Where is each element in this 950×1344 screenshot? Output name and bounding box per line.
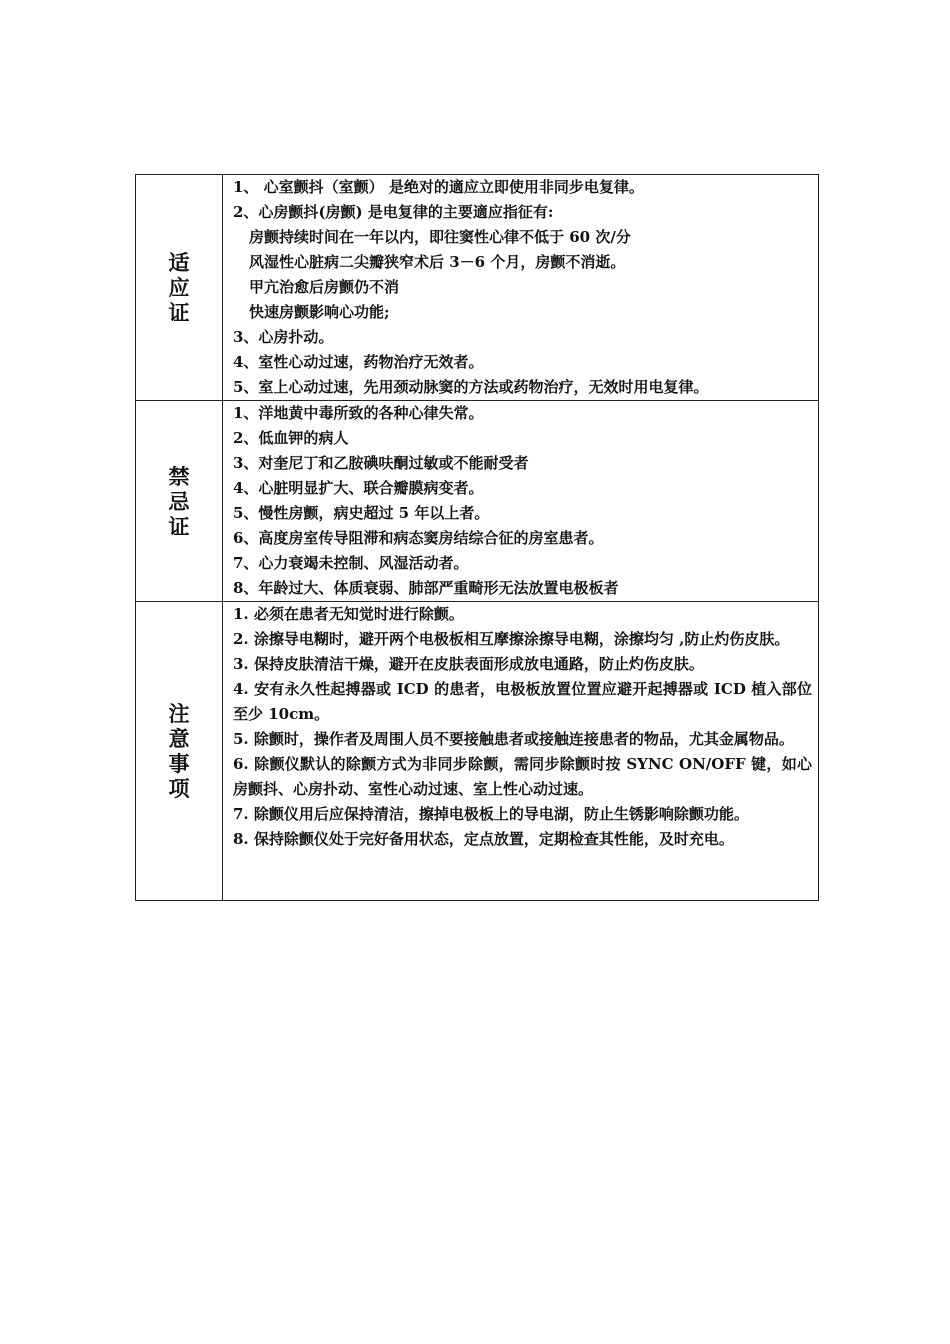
precaution-item: 4. 安有永久性起搏器或 ICD 的患者，电极板放置位置应避开起搏器或 ICD 植入部位至少 10cm。 <box>233 680 812 723</box>
contraindication-item: 4、心脏明显扩大、联合瓣膜病变者。 <box>233 479 484 497</box>
contraindication-item: 7、心力衰竭未控制、风湿活动者。 <box>233 554 469 572</box>
indication-item: 3、心房扑动。 <box>233 328 334 346</box>
contraindication-item: 2、低血钾的病人 <box>233 429 349 447</box>
contraindications-row <box>136 401 819 602</box>
contraindication-item: 8、年龄过大、体质衰弱、肺部严重畸形无法放置电极板者 <box>233 579 619 597</box>
contraindications-title: 禁忌证 <box>168 463 190 539</box>
precautions-row <box>136 602 819 901</box>
indication-item: 1、 心室颤抖（室颤） 是绝对的適应立即使用非同步电复律。 <box>233 178 644 196</box>
precaution-item: 3. 保持皮肤清洁干燥，避开在皮肤表面形成放电通路，防止灼伤皮肤。 <box>233 655 704 673</box>
medical-guideline-table <box>135 174 819 901</box>
precaution-item: 1. 必须在患者无知觉时进行除颤。 <box>233 605 464 623</box>
precaution-item: 8. 保持除颤仪处于完好备用状态，定点放置，定期检查其性能，及时充电。 <box>233 830 734 848</box>
contraindication-item: 3、对奎尼丁和乙胺碘呋酮过敏或不能耐受者 <box>233 454 529 472</box>
indications-row <box>136 175 819 401</box>
contraindication-item: 1、洋地黄中毒所致的各种心律失常。 <box>233 404 484 422</box>
precaution-item: 5. 除颤时，操作者及周围人员不要接触患者或接触连接患者的物品，尤其金属物品。 <box>233 730 794 748</box>
indications-title: 适应证 <box>168 250 190 325</box>
indications-content <box>223 175 819 401</box>
indication-sub-item: 风湿性心脏病二尖瓣狭窄术后 3－6 个月，房颤不消逝。 <box>249 253 626 271</box>
indication-sub-item: 快速房颤影响心功能; <box>249 303 390 321</box>
precaution-item: 7. 除颤仪用后应保持清洁，擦掉电极板上的导电湖，防止生锈影响除颤功能。 <box>233 805 749 823</box>
indications-header-cell <box>136 175 223 401</box>
indication-sub-item: 甲亢治愈后房颤仍不消 <box>249 278 400 296</box>
precaution-item: 2. 涂擦导电糊时，避开两个电极板相互摩擦涂擦导电糊，涂擦均匀 ,防止灼伤皮肤。 <box>233 630 790 648</box>
indication-item: 5、室上心动过速，先用颈动脉窦的方法或药物治疗，无效时用电复律。 <box>233 378 709 396</box>
precautions-header-cell <box>136 602 223 901</box>
precautions-content <box>223 602 819 901</box>
indication-item: 4、室性心动过速，药物治疗无效者。 <box>233 353 484 371</box>
indication-item: 2、心房颤抖(房颤) 是电复律的主要適应指征有: <box>233 203 554 221</box>
indication-sub-item: 房颤持续时间在一年以内，即往窦性心律不低于 60 次/分 <box>249 228 631 246</box>
contraindication-item: 6、高度房室传导阻滞和病态窦房结综合征的房室患者。 <box>233 529 604 547</box>
contraindications-header-cell <box>136 401 223 602</box>
contraindication-item: 5、慢性房颤，病史超过 5 年以上者。 <box>233 504 490 522</box>
contraindications-content <box>223 401 819 602</box>
precautions-title: 注意事项 <box>168 701 190 801</box>
precaution-item: 6. 除颤仪默认的除颤方式为非同步除颤，需同步除颤时按 SYNC ON/OFF 键，如心房颤抖、心房扑动、室性心动过速、室上性心动过速。 <box>233 755 812 798</box>
